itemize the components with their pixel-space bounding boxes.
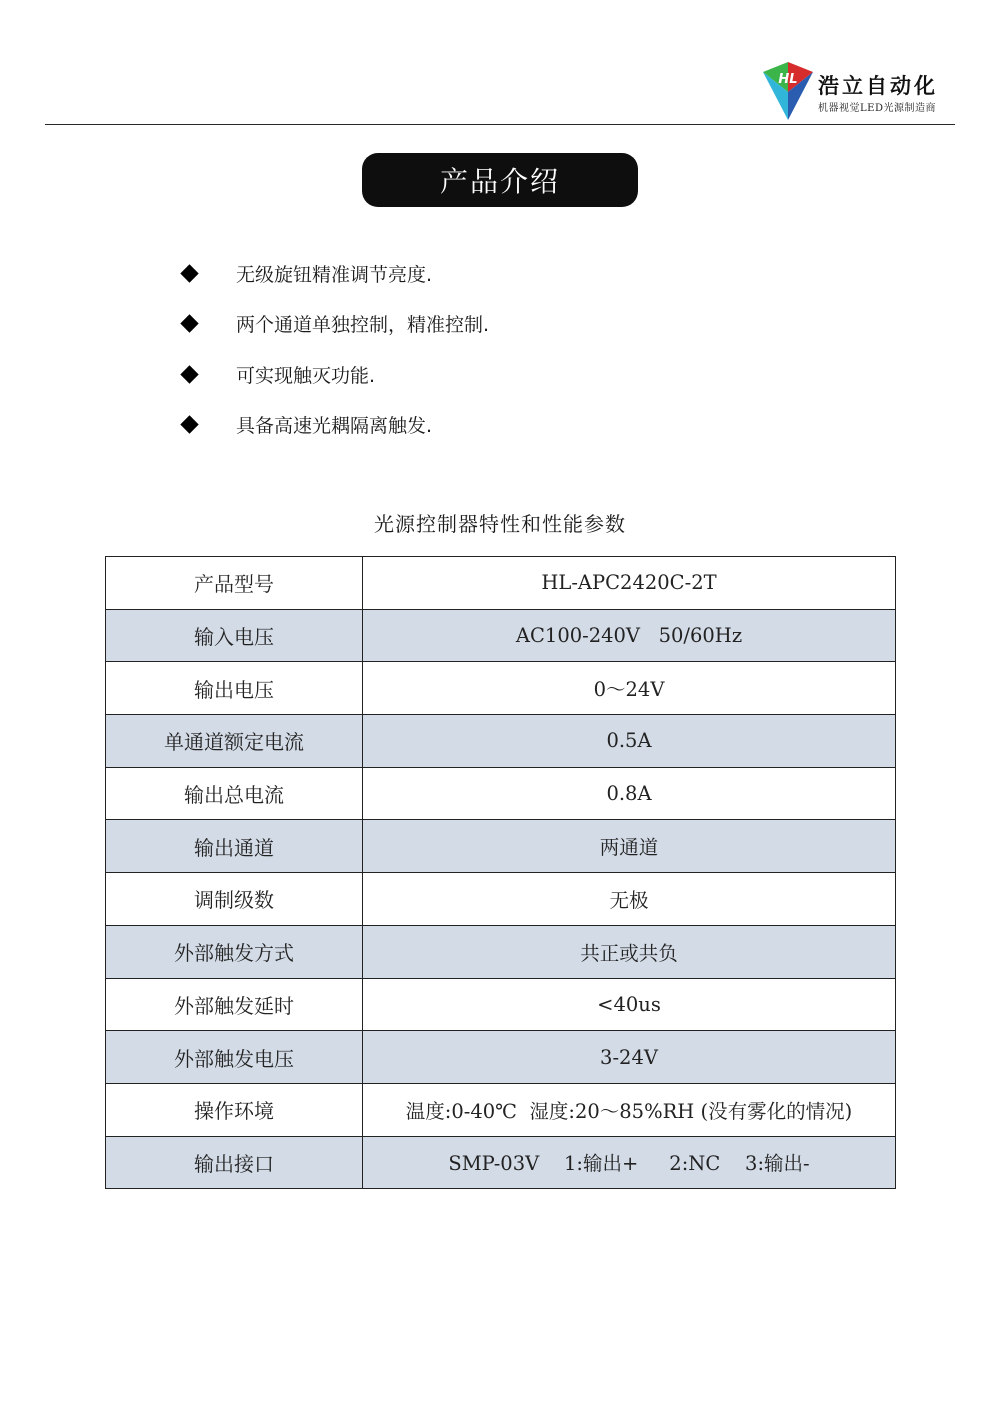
spec-value: 无极 [363, 873, 896, 926]
spec-label: 外部触发电压 [106, 1031, 363, 1084]
table-row [106, 820, 896, 873]
spec-label: 输出接口 [106, 1136, 363, 1189]
brand-name: 浩立自动化 [818, 74, 938, 98]
feature-text: 可实现触灭功能. [236, 364, 376, 387]
spec-value: 共正或共负 [363, 925, 896, 978]
feature-item [178, 349, 878, 400]
feature-item [178, 299, 878, 350]
spec-value: 0～24V [363, 662, 896, 715]
spec-value: <40us [363, 978, 896, 1031]
page-header [0, 0, 1000, 130]
feature-text: 两个通道单独控制，精准控制. [236, 314, 490, 337]
spec-label: 外部触发方式 [106, 925, 363, 978]
spec-value: 3-24V [363, 1031, 896, 1084]
section-title: 产品介绍 [362, 153, 638, 207]
feature-list [178, 248, 878, 450]
table-caption: 光源控制器特性和性能参数 [374, 512, 626, 536]
spec-label: 产品型号 [106, 557, 363, 610]
spec-table [105, 556, 896, 1189]
feature-text: 具备高速光耦隔离触发. [236, 415, 433, 438]
table-row [106, 715, 896, 768]
feature-text: 无级旋钮精准调节亮度. [236, 263, 433, 286]
spec-label: 输出总电流 [106, 767, 363, 820]
spec-label: 输出电压 [106, 662, 363, 715]
feature-item [178, 248, 878, 299]
spec-label: 输出通道 [106, 820, 363, 873]
spec-label: 单通道额定电流 [106, 715, 363, 768]
spec-label: 操作环境 [106, 1083, 363, 1136]
spec-label: 调制级数 [106, 873, 363, 926]
brand-tagline: 机器视觉LED光源制造商 [818, 103, 936, 114]
table-row [106, 609, 896, 662]
spec-value: HL-APC2420C-2T [363, 557, 896, 610]
table-row [106, 873, 896, 926]
table-row [106, 662, 896, 715]
table-row [106, 1031, 896, 1084]
brand-logo-icon [763, 62, 813, 122]
spec-label: 外部触发延时 [106, 978, 363, 1031]
spec-value: 温度:0-40℃ 湿度:20～85%RH (没有雾化的情况) [363, 1083, 896, 1136]
diamond-bullet-icon [178, 363, 200, 385]
spec-value: AC100-240V 50/60Hz [363, 609, 896, 662]
spec-value: SMP-03V 1:输出+ 2:NC 3:输出- [363, 1136, 896, 1189]
header-divider [45, 124, 955, 125]
table-row [106, 1136, 896, 1189]
table-row [106, 767, 896, 820]
spec-label: 输入电压 [106, 609, 363, 662]
feature-item [178, 400, 878, 451]
logo-text: HL [778, 72, 798, 87]
table-row [106, 925, 896, 978]
diamond-bullet-icon [178, 414, 200, 436]
diamond-bullet-icon [178, 313, 200, 335]
diamond-bullet-icon [178, 262, 200, 284]
table-row [106, 557, 896, 610]
table-row [106, 1083, 896, 1136]
spec-value: 两通道 [363, 820, 896, 873]
table-row [106, 978, 896, 1031]
spec-value: 0.5A [363, 715, 896, 768]
spec-value: 0.8A [363, 767, 896, 820]
